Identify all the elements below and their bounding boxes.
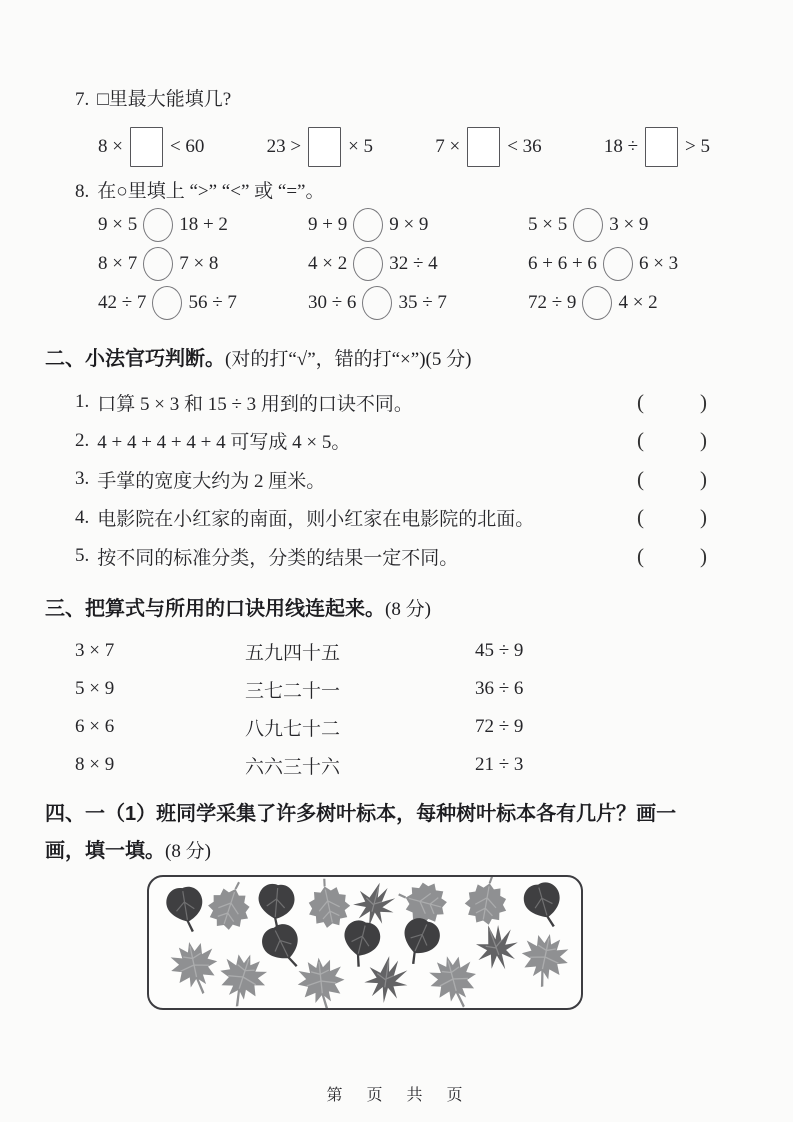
leaf-poplar-icon — [393, 914, 445, 970]
answer-parens[interactable] — [637, 537, 707, 576]
expr-left: 9 × 5 — [98, 213, 138, 235]
answer-circle[interactable] — [582, 286, 612, 320]
answer-parens[interactable] — [637, 460, 707, 499]
item-text: 口算 5 × 3 和 15 ÷ 3 用到的口诀不同。 — [97, 393, 413, 415]
expr-right: 56 ÷ 7 — [188, 291, 237, 313]
item-number: 4. — [75, 506, 90, 528]
q8-title-text: 在○里填上 “>” “<” 或 “=”。 — [97, 181, 325, 202]
section3-title-text: 把算式与所用的口诀用线连起来。 — [85, 598, 385, 620]
section4-number: 四、 — [45, 803, 85, 825]
answer-circle[interactable] — [362, 286, 392, 320]
judgment-list — [75, 383, 707, 576]
expr-left: 5 × 5 — [528, 213, 568, 235]
answer-box[interactable] — [645, 127, 678, 167]
match-expression[interactable]: 3 × 7 — [75, 640, 115, 661]
judgment-item-1 — [75, 383, 707, 422]
expr-right: 3 × 9 — [609, 213, 649, 235]
leaf-poplar-icon — [521, 879, 568, 932]
answer-parens[interactable] — [637, 499, 707, 538]
leaf-serrated-icon — [462, 877, 512, 927]
answer-circle[interactable] — [573, 208, 603, 242]
match-quotient[interactable]: 45 ÷ 9 — [475, 640, 524, 661]
section3-note: (8 分) — [385, 599, 431, 620]
leaf-serrated-icon — [203, 877, 258, 934]
q7-item-3 — [435, 127, 541, 167]
item-number: 2. — [75, 429, 90, 451]
expr-left: 72 ÷ 9 — [528, 291, 577, 313]
leaf-maple-icon — [211, 947, 272, 1008]
expr-right: > 5 — [685, 136, 710, 157]
match-mnemonic[interactable]: 八九七十二 — [245, 718, 341, 740]
compare-cell — [528, 208, 648, 242]
compare-cell — [98, 208, 308, 242]
leaf-spiky-icon — [362, 953, 411, 1006]
answer-box[interactable] — [467, 127, 500, 167]
paren-close: ) — [700, 543, 707, 568]
item-text: 手掌的宽度大约为 2 厘米。 — [97, 470, 326, 492]
q7-item-1 — [98, 127, 204, 167]
q7-number: 7. — [75, 89, 90, 110]
expr-right: 9 × 9 — [389, 213, 429, 235]
expr-left: 4 × 2 — [308, 252, 348, 274]
section3-number: 三、 — [45, 598, 85, 620]
paren-close: ) — [700, 505, 707, 530]
judgment-item-3 — [75, 460, 707, 499]
leaf-canvas — [149, 877, 581, 1008]
answer-circle[interactable] — [143, 247, 173, 281]
match-mnemonic[interactable]: 三七二十一 — [245, 680, 341, 702]
match-row-2 — [75, 670, 523, 708]
q7-title-text: □里最大能填几? — [97, 89, 232, 110]
answer-box[interactable] — [130, 127, 163, 167]
expr-right: 4 × 2 — [618, 291, 658, 313]
answer-parens[interactable] — [637, 383, 707, 422]
paren-close: ) — [700, 428, 707, 453]
leaf-maple-icon — [166, 937, 223, 999]
leaf-spiky-icon — [468, 918, 525, 977]
paren-open: ( — [637, 466, 644, 491]
leaf-poplar-icon — [255, 883, 296, 932]
leaf-poplar-icon — [164, 885, 206, 935]
expr-right: 7 × 8 — [179, 252, 219, 274]
expr-right: × 5 — [348, 136, 374, 157]
item-number: 5. — [75, 545, 90, 567]
leaf-poplar-icon — [337, 917, 384, 970]
answer-circle[interactable] — [603, 247, 633, 281]
expr-left: 42 ÷ 7 — [98, 291, 147, 313]
paren-open: ( — [637, 543, 644, 568]
paren-open: ( — [637, 389, 644, 414]
judgment-item-4 — [75, 499, 707, 538]
compare-cell — [308, 208, 528, 242]
answer-box[interactable] — [308, 127, 341, 167]
expr-left: 23 > — [266, 136, 302, 157]
section4-title-text2: 画，填一填。 — [45, 840, 165, 862]
item-number: 3. — [75, 468, 90, 490]
match-quotient[interactable]: 21 ÷ 3 — [475, 754, 524, 775]
q7-title — [75, 84, 231, 111]
answer-parens[interactable] — [637, 422, 707, 461]
expr-left: 18 ÷ — [603, 136, 639, 157]
match-mnemonic[interactable]: 五九四十五 — [245, 642, 341, 664]
matching-table — [75, 632, 523, 784]
match-expression[interactable]: 8 × 9 — [75, 754, 115, 775]
leaf-maple-icon — [516, 929, 573, 991]
expr-left: 6 + 6 + 6 — [528, 252, 597, 274]
paren-open: ( — [637, 428, 644, 453]
answer-circle[interactable] — [353, 208, 383, 242]
compare-cell — [98, 286, 308, 320]
expr-right: 18 + 2 — [179, 213, 228, 235]
q8-number: 8. — [75, 181, 90, 202]
q8-title — [75, 176, 324, 203]
q8-row-1 — [98, 205, 678, 244]
compare-cell — [308, 247, 528, 281]
expr-right: 32 ÷ 4 — [389, 252, 438, 274]
judgment-item-2 — [75, 422, 707, 461]
section2-title — [45, 342, 471, 371]
section2-number: 二、 — [45, 348, 85, 370]
match-expression[interactable]: 6 × 6 — [75, 716, 115, 737]
item-text: 按不同的标准分类，分类的结果一定不同。 — [97, 547, 459, 569]
section4-title-line2 — [45, 834, 211, 863]
expr-right: 35 ÷ 7 — [398, 291, 447, 313]
leaf-maple-icon — [424, 950, 483, 1008]
paren-close: ) — [700, 389, 707, 414]
section4-title-line1 — [45, 797, 676, 826]
paren-close: ) — [700, 466, 707, 491]
compare-cell — [308, 286, 528, 320]
leaf-poplar-icon — [257, 920, 309, 976]
q8-row-2 — [98, 244, 678, 283]
answer-circle[interactable] — [152, 286, 182, 320]
leaf-specimen-box — [147, 875, 583, 1010]
answer-circle[interactable] — [143, 208, 173, 242]
expr-left: 30 ÷ 6 — [308, 291, 357, 313]
match-row-4 — [75, 746, 523, 784]
q7-equations-row — [98, 124, 710, 170]
paren-open: ( — [637, 505, 644, 530]
item-text: 4 + 4 + 4 + 4 + 4 可写成 4 × 5。 — [97, 432, 351, 454]
expr-right: < 36 — [507, 136, 542, 157]
answer-circle[interactable] — [353, 247, 383, 281]
q7-item-4 — [604, 127, 710, 167]
section2-title-text: 小法官巧判断。 — [85, 348, 225, 370]
match-quotient[interactable]: 72 ÷ 9 — [475, 716, 524, 737]
match-quotient[interactable]: 36 ÷ 6 — [475, 678, 524, 699]
expr-right: < 60 — [169, 136, 205, 157]
expr-left: 8 × — [98, 136, 123, 157]
leaf-serrated-icon — [302, 877, 353, 931]
compare-cell — [528, 286, 658, 320]
section4-note: (8 分) — [165, 841, 211, 862]
section4-title-text: 一（1）班同学采集了许多树叶标本，每种树叶标本各有几片？画一 — [85, 803, 677, 825]
match-expression[interactable]: 5 × 9 — [75, 678, 115, 699]
item-text: 电影院在小红家的南面，则小红家在电影院的北面。 — [97, 509, 535, 531]
match-row-1 — [75, 632, 523, 670]
expr-left: 7 × — [435, 136, 461, 157]
q8-compare-grid — [98, 205, 678, 322]
section2-note: (对的打“√”，错的打“×”)(5 分) — [225, 349, 472, 370]
match-mnemonic[interactable]: 六六三十六 — [245, 756, 341, 778]
expr-left: 8 × 7 — [98, 252, 138, 274]
compare-cell — [98, 247, 308, 281]
judgment-item-5 — [75, 537, 707, 576]
expr-left: 9 + 9 — [308, 213, 348, 235]
expr-right: 6 × 3 — [638, 252, 679, 274]
compare-cell — [528, 247, 678, 281]
leaf-maple-icon — [295, 955, 347, 1008]
section3-title — [45, 592, 431, 621]
page-footer: 第 页 共 页 — [326, 1087, 467, 1104]
item-number: 1. — [75, 391, 90, 413]
q7-item-2 — [267, 127, 373, 167]
match-row-3 — [75, 708, 523, 746]
q8-row-3 — [98, 283, 678, 322]
